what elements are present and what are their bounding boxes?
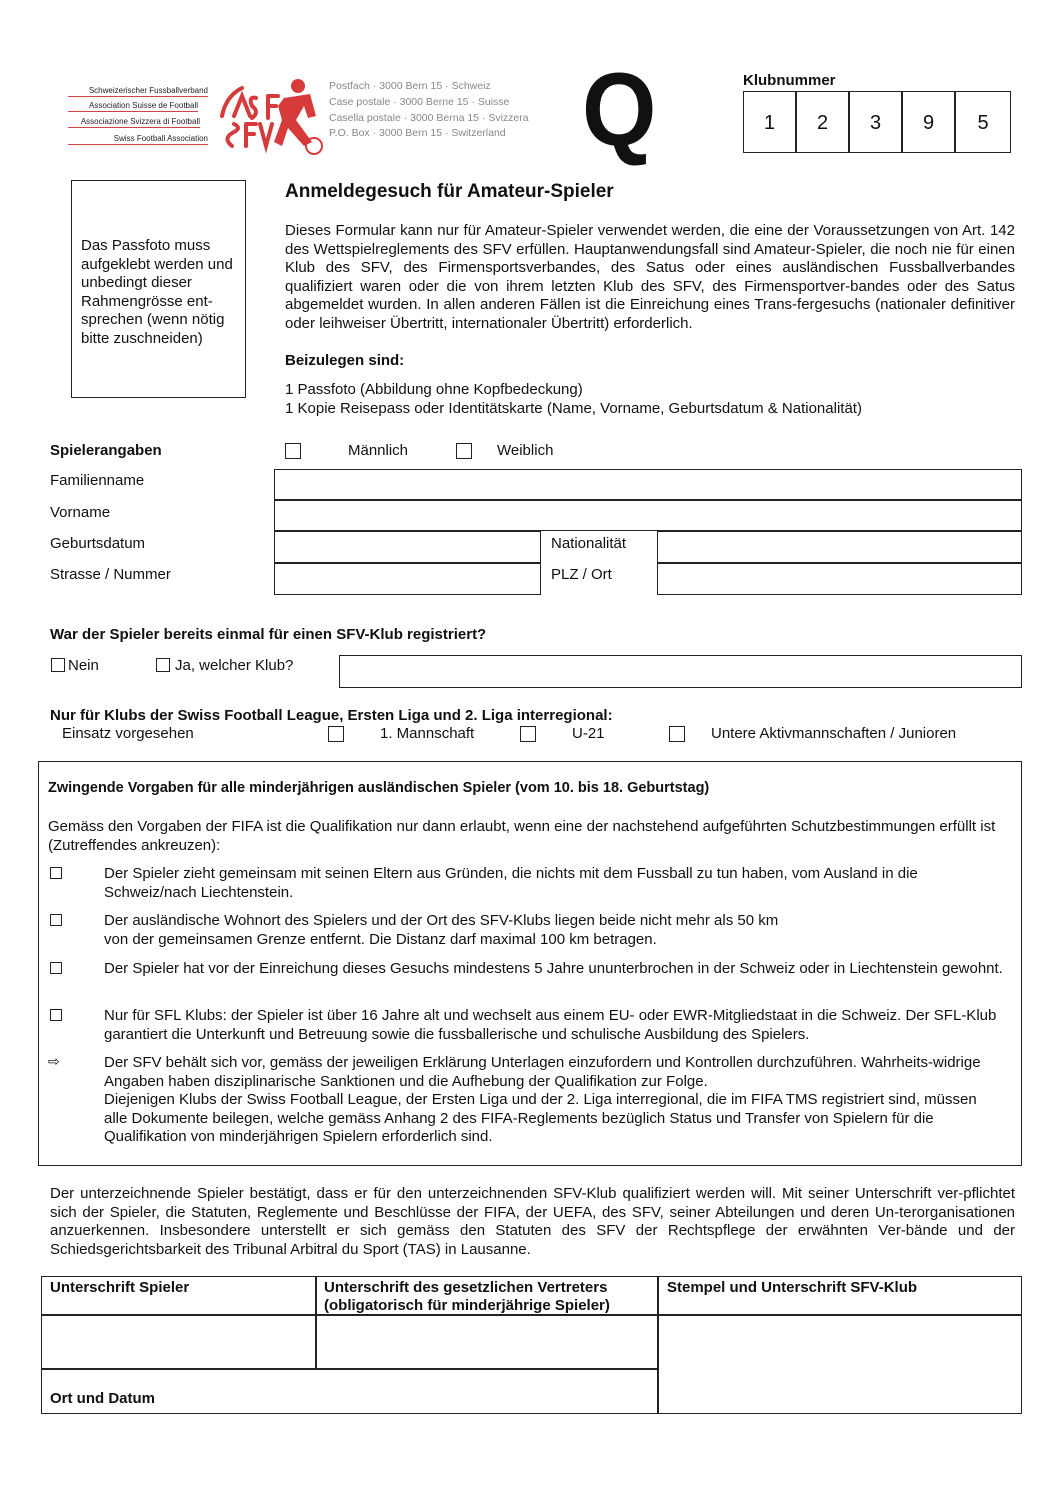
association-name-de: Schweizerischer Fussballverband	[68, 85, 208, 97]
address-it: Casella postale · 3000 Berna 15 · Svizzera	[329, 112, 529, 124]
gender-female-label: Weiblich	[497, 442, 554, 459]
league-title: Nur für Klubs der Swiss Football League, Ersten Liga und 2. Liga interregional:	[50, 707, 613, 724]
association-name-fr: Association Suisse de Football	[68, 100, 198, 112]
minors-title: Zwingende Vorgaben für alle minderjährigen ausländischen Spieler (vom 10. bis 18. Geburtstag)	[48, 780, 710, 796]
registration-question: War der Spieler bereits einmal für einen SFV-Klub registriert?	[50, 626, 487, 643]
klubnummer-label: Klubnummer	[743, 72, 836, 89]
klubnummer-digit[interactable]: 9	[902, 91, 955, 153]
plz-ort-label: PLZ / Ort	[551, 566, 612, 583]
requirement-checkbox[interactable]	[50, 962, 62, 974]
form-title: Anmeldegesuch für Amateur-Spieler	[285, 181, 614, 202]
previous-club-field[interactable]	[339, 655, 1022, 688]
gender-female-checkbox[interactable]	[456, 443, 472, 459]
gender-male-label: Männlich	[348, 442, 409, 459]
strasse-field[interactable]	[274, 563, 541, 595]
sig-player-label: Unterschrift Spieler	[50, 1279, 190, 1296]
requirement-item: Der ausländische Wohnort des Spielers und der Ort des SFV-Klubs liegen beide nicht mehr als 50 km von der gemeinsamen Grenze entfernt. Die Distanz darf maximal 100 km betragen.	[104, 912, 779, 948]
nationalitaet-field[interactable]	[657, 531, 1022, 563]
beilage-item: 1 Passfoto (Abbildung ohne Kopfbedeckung)	[285, 381, 583, 398]
address-en: P.O. Box · 3000 Bern 15 · Switzerland	[329, 127, 506, 139]
minors-intro: Gemäss den Vorgaben der FIFA ist die Qualifikation nur dann erlaubt, wenn eine der nachstehend aufgeführten Schutzbestimmungen erfüllt ist (Zutreffendes ankreuzen):	[48, 818, 996, 854]
photo-instructions: Das Passfoto muss aufgeklebt werden und unbedingt dieser Rahmengrösse ent-sprechen (wenn nötig bitte zuschneiden)	[81, 237, 233, 347]
einsatz-label: Einsatz vorgesehen	[62, 725, 194, 742]
address-de: Postfach · 3000 Bern 15 · Schweiz	[329, 80, 491, 92]
requirement-item: Nur für SFL Klubs: der Spieler ist über 16 Jahre alt und wechselt aus einem EU- oder EWR-Mitgliedstaat in die Schweiz. Der SFL-Klub garantiert die Unterkunft und Betreuung sowie die fussballerische und schulische Ausbildung des Spielers.	[104, 1007, 997, 1043]
geburtsdatum-label: Geburtsdatum	[50, 535, 146, 552]
player-section-label: Spielerangaben	[50, 442, 162, 459]
minors-note: Der SFV behält sich vor, gemäss der jeweiligen Erklärung Unterlagen einzufordern und Kontrollen durchzuführen. Wahrheits-widrige Angaben haben disziplinarische Sanktionen und die Aufhebung der Qualifikation zur Folge.	[104, 1054, 981, 1090]
klubnummer-digit[interactable]: 1	[743, 91, 796, 153]
familienname-label: Familienname	[50, 472, 145, 489]
sig-representative-note: (obligatorisch für minderjährige Spieler)	[324, 1297, 610, 1314]
first-team-checkbox[interactable]	[328, 726, 344, 742]
requirement-item: Der Spieler hat vor der Einreichung dieses Gesuchs mindestens 5 Jahre ununterbrochen in der Schweiz oder in Liechtenstein gewohnt.	[104, 960, 1003, 977]
photo-box[interactable]	[71, 180, 246, 398]
beilagen-title: Beizulegen sind:	[285, 352, 405, 369]
place-date-label: Ort und Datum	[50, 1390, 155, 1407]
nationalitaet-label: Nationalität	[551, 535, 627, 552]
lower-teams-checkbox[interactable]	[669, 726, 685, 742]
club-stamp-field[interactable]	[657, 1314, 1022, 1414]
klubnummer-digit[interactable]: 3	[849, 91, 902, 153]
registration-yes-checkbox[interactable]	[156, 658, 170, 672]
strasse-label: Strasse / Nummer	[50, 566, 171, 583]
gender-male-checkbox[interactable]	[285, 443, 301, 459]
representative-signature-field[interactable]	[315, 1314, 659, 1370]
first-team-label: 1. Mannschaft	[380, 725, 475, 742]
vorname-field[interactable]	[274, 500, 1022, 531]
klubnummer-digit[interactable]: 2	[796, 91, 849, 153]
minors-note-tms: Diejenigen Klubs der Swiss Football League, der Ersten Liga und der 2. Liga interregional, die im FIFA TMS registriert sind, müssen alle Dokumente beilegen, welche gemäss Anhang 2 des FIFA-Reglements bezüglich Status und Transfer von Spielern für die Qualifikation von minderjährigen Spielern erforderlich sind.	[104, 1091, 977, 1145]
arrow-icon: ⇨	[48, 1053, 60, 1069]
intro-paragraph: Dieses Formular kann nur für Amateur-Spieler verwendet werden, die eine der Voraussetzungen von Art. 142 des Wettspielreglements des SFV erfüllen. Hauptanwendungsfall sind Amateur-Spieler, die noch nie für einen Klub des SFV, des Firmensportsverbandes, des Satus oder eines ausländischen Fussballverbandes qualifiziert waren oder die von ihrem letzten Klub des SFV, des Firmensportver-bandes oder des Satus abgemeldet wurden. In allen anderen Fällen ist die Einreichung eines Trans-fergesuchs (nationaler definitiver oder leihweiser Übertritt, internationaler Übertritt) erforderlich.	[285, 222, 1015, 332]
u21-checkbox[interactable]	[520, 726, 536, 742]
geburtsdatum-field[interactable]	[274, 531, 541, 563]
declaration-text: Der unterzeichnende Spieler bestätigt, dass er für den unterzeichnenden SFV-Klub qualifiziert werden will. Mit seiner Unterschrift ver-pflichtet sich der Spieler, die Statuten, Reglemente und Beschlüsse der FIFA, der UEFA, des SFV, seiner Abteilungen und deren Un-terorganisationen anzuerkennen. Insbesondere unterstellt er sich gemäss den Statuten des SFV der Rechtspflege der erwähnten Ver-bände und der Schiedsgerichtsbarkeit des Tribunal Arbitral du Sport (TAS) in Lausanne.	[50, 1185, 1015, 1258]
association-name-en: Swiss Football Association	[68, 133, 208, 145]
beilage-item: 1 Kopie Reisepass oder Identitätskarte (Name, Vorname, Geburtsdatum & Nationalität)	[285, 400, 862, 417]
registration-no-checkbox[interactable]	[51, 658, 65, 672]
u21-label: U-21	[572, 725, 605, 742]
klubnummer-digit[interactable]: 5	[955, 91, 1011, 153]
sig-representative-label: Unterschrift des gesetzlichen Vertreters	[324, 1279, 608, 1296]
player-signature-field[interactable]	[41, 1314, 317, 1370]
requirement-item: Der Spieler zieht gemeinsam mit seinen Eltern aus Gründen, die nichts mit dem Fussball zu tun haben, vom Ausland in die Schweiz/nach Liechtenstein.	[104, 865, 918, 901]
sfv-logo	[212, 76, 332, 156]
vorname-label: Vorname	[50, 504, 111, 521]
form-letter: Q	[582, 52, 655, 168]
association-name-it: Associazione Svizzera di Football	[68, 116, 200, 128]
lower-teams-label: Untere Aktivmannschaften / Junioren	[711, 725, 957, 742]
sig-club-label: Stempel und Unterschrift SFV-Klub	[667, 1279, 918, 1296]
requirement-checkbox[interactable]	[50, 914, 62, 926]
registration-no-label: Nein	[68, 657, 99, 674]
registration-yes-label: Ja, welcher Klub?	[175, 657, 294, 674]
familienname-field[interactable]	[274, 469, 1022, 500]
plz-ort-field[interactable]	[657, 563, 1022, 595]
requirement-checkbox[interactable]	[50, 867, 62, 879]
requirement-checkbox[interactable]	[50, 1009, 62, 1021]
address-fr: Case postale · 3000 Berne 15 · Suisse	[329, 96, 510, 108]
